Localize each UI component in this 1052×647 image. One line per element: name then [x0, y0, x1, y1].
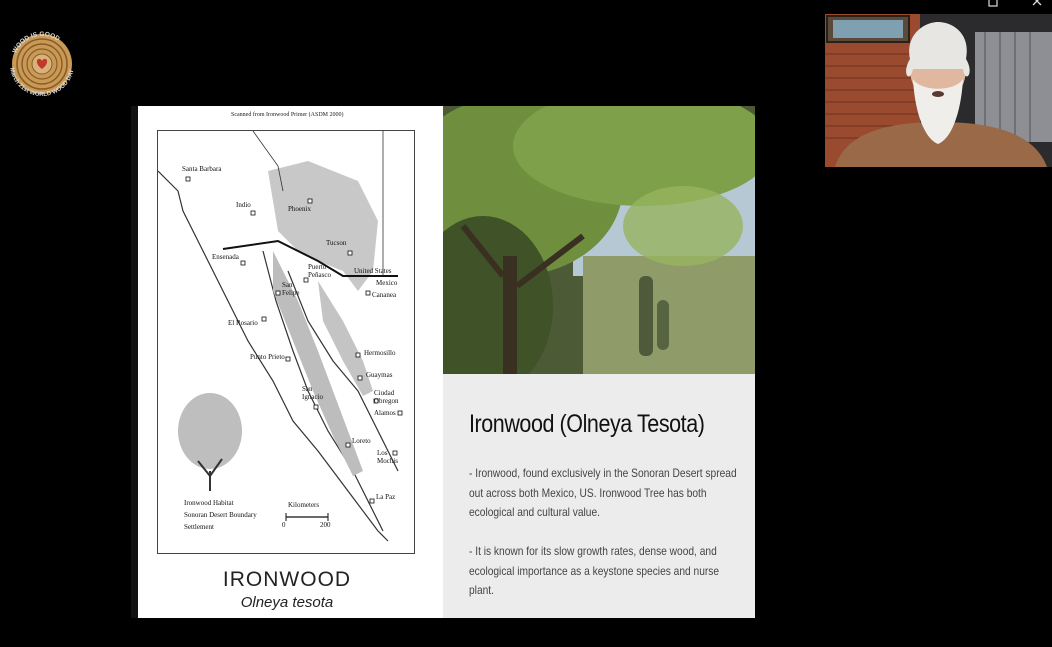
map-label: La Paz	[376, 493, 396, 501]
map-label: Cananea	[372, 291, 397, 299]
map-label: Los Mochis	[377, 449, 398, 465]
legend-settlement: Settlement	[184, 523, 214, 531]
map-label: Tucson	[326, 239, 347, 247]
map-label: United States	[354, 267, 392, 275]
restore-icon[interactable]	[986, 0, 1000, 8]
map-label: San Ignacio	[302, 385, 323, 401]
map-label: El Rosario	[228, 319, 258, 327]
svg-text:WOOD IS GOOD: WOOD IS GOOD	[11, 30, 61, 55]
slide-edge	[131, 106, 138, 618]
map-label: Punto Prieto	[250, 353, 285, 361]
map-caption: Scanned from Ironwood Primer (ASDM 2000)	[231, 112, 344, 118]
ironwood-range-map	[157, 130, 415, 554]
bullet-point: - It is known for its slow growth rates, dense wood, and ecological importance as a keystone species and nurse plant.	[469, 544, 720, 597]
tree-illustration	[178, 393, 242, 491]
speaker-video-tile[interactable]	[825, 14, 1052, 167]
map-panel	[131, 106, 443, 618]
ironwood-photo	[443, 106, 755, 374]
scale-end: 200	[320, 521, 331, 529]
legend-habitat: Ironwood Habitat	[184, 499, 234, 507]
map-label: Indio	[236, 201, 251, 209]
legend-boundary: Sonoran Desert Boundary	[184, 511, 257, 519]
map-label: Puerto Peñasco	[308, 263, 331, 279]
map-label: Ensenada	[212, 253, 239, 261]
window-controls	[986, 0, 1044, 8]
scale-start: 0	[282, 521, 286, 529]
slide-title: Ironwood (Olneya Tesota)	[469, 410, 705, 438]
map-label: San Felipe	[282, 281, 300, 297]
map-label: Mexico	[376, 279, 398, 287]
map-label: Ciudad Obregon	[374, 389, 399, 405]
map-label: Guaymas	[366, 371, 393, 379]
map-subtitle: Olneya tesota	[240, 594, 334, 611]
scale-label: Kilometers	[288, 501, 320, 509]
map-label: Loreto	[352, 437, 371, 445]
map-title: IRONWOOD	[222, 568, 352, 591]
bullet-point: - Ironwood, found exclusively in the Sonoran Desert spread out across both Mexico, US. Ironwood Tree has both ecological and cultural value.	[469, 466, 737, 519]
presentation-slide	[131, 106, 755, 618]
close-icon[interactable]	[1030, 0, 1044, 8]
map-label: Phoenix	[288, 205, 311, 213]
svg-text:March 21st WORLD WOOD DAY: March 21st WORLD WOOD DAY	[8, 67, 76, 99]
map-label: Santa Barbara	[182, 165, 222, 173]
slide-text-panel	[443, 374, 755, 618]
map-label: Alamos	[374, 409, 396, 417]
map-label: Hermosillo	[364, 349, 396, 357]
world-wood-day-logo	[2, 24, 82, 104]
